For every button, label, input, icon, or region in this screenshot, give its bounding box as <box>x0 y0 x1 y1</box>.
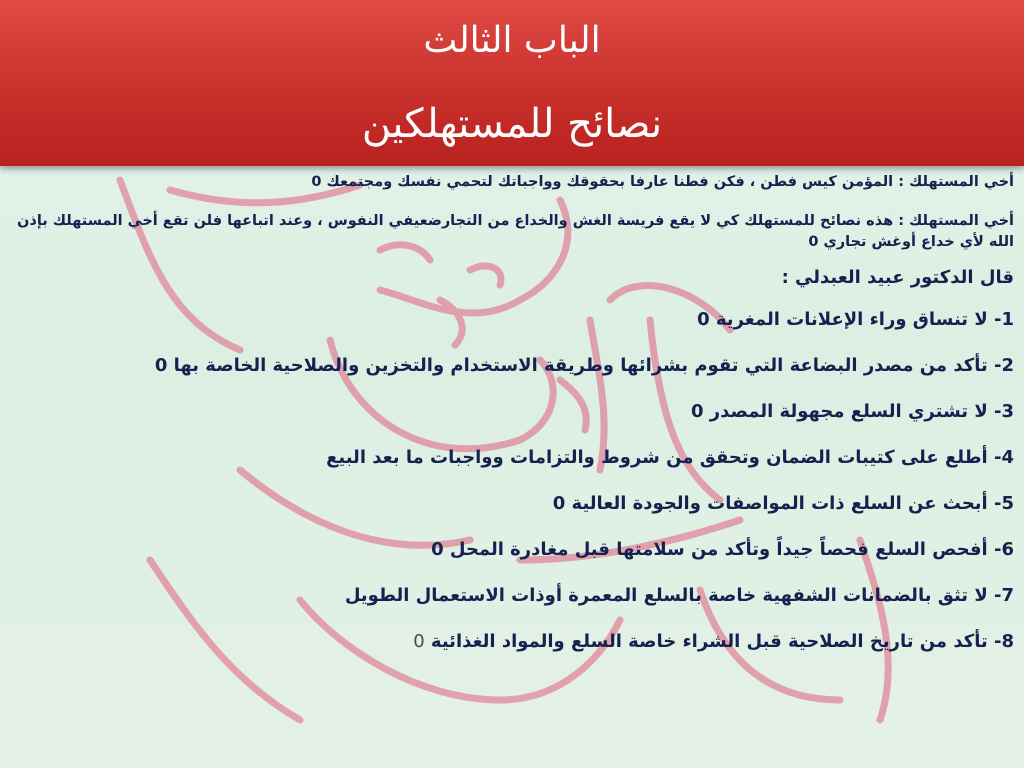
slide-content <box>10 168 1014 655</box>
intro-paragraph-2: أخي المستهلك : هذه نصائح للمستهلك كي لا يقع فريسة الغش والخداع من التجارضعيفي النفوس ، وعند اتباعها فلن تقع أخي المستهلك بإذن الله لأي خداع أوغش تجاري 0 <box>17 213 1014 250</box>
list-item: 5- أبحث عن السلع ذات المواصفات والجودة العالية 0 <box>552 493 1014 514</box>
chapter-subtitle: نصائح للمستهلكين <box>361 101 663 147</box>
advice-list <box>10 307 1014 655</box>
list-item <box>10 629 1014 655</box>
section-heading: قال الدكتور عبيد العبدلي : <box>781 267 1014 288</box>
chapter-title: الباب الثالث <box>423 20 601 61</box>
list-item: 4- أطلع على كتيبات الضمان وتحقق من شروط والتزامات وواجبات ما بعد البيع <box>326 447 1014 468</box>
list-item: 3- لا تشتري السلع مجهولة المصدر 0 <box>691 401 1014 422</box>
list-item-end-mark: 0 <box>413 631 425 652</box>
list-item-text: 8- تأكد من تاريخ الصلاحية قبل الشراء خاصة السلع والمواد الغذائية <box>430 631 1014 652</box>
list-item: 7- لا تثق بالضمانات الشفهية خاصة بالسلع المعمرة أوذات الاستعمال الطويل <box>344 585 1014 606</box>
intro-paragraph-1: أخي المستهلك : المؤمن كيس فطن ، فكن فطنا عارفا بحقوقك وواجباتك لتحمي نفسك ومجتمعك 0 <box>311 174 1014 190</box>
list-item: 1- لا تنساق وراء الإعلانات المغرية 0 <box>697 309 1014 330</box>
list-item: 2- تأكد من مصدر البضاعة التي تقوم بشرائها وطريقة الاستخدام والتخزين والصلاحية الخاصة بها 0 <box>154 355 1014 376</box>
title-banner <box>0 0 1024 166</box>
list-item: 6- أفحص السلع فحصاً جيداً وتأكد من سلامتها قبل مغادرة المحل 0 <box>431 539 1014 560</box>
